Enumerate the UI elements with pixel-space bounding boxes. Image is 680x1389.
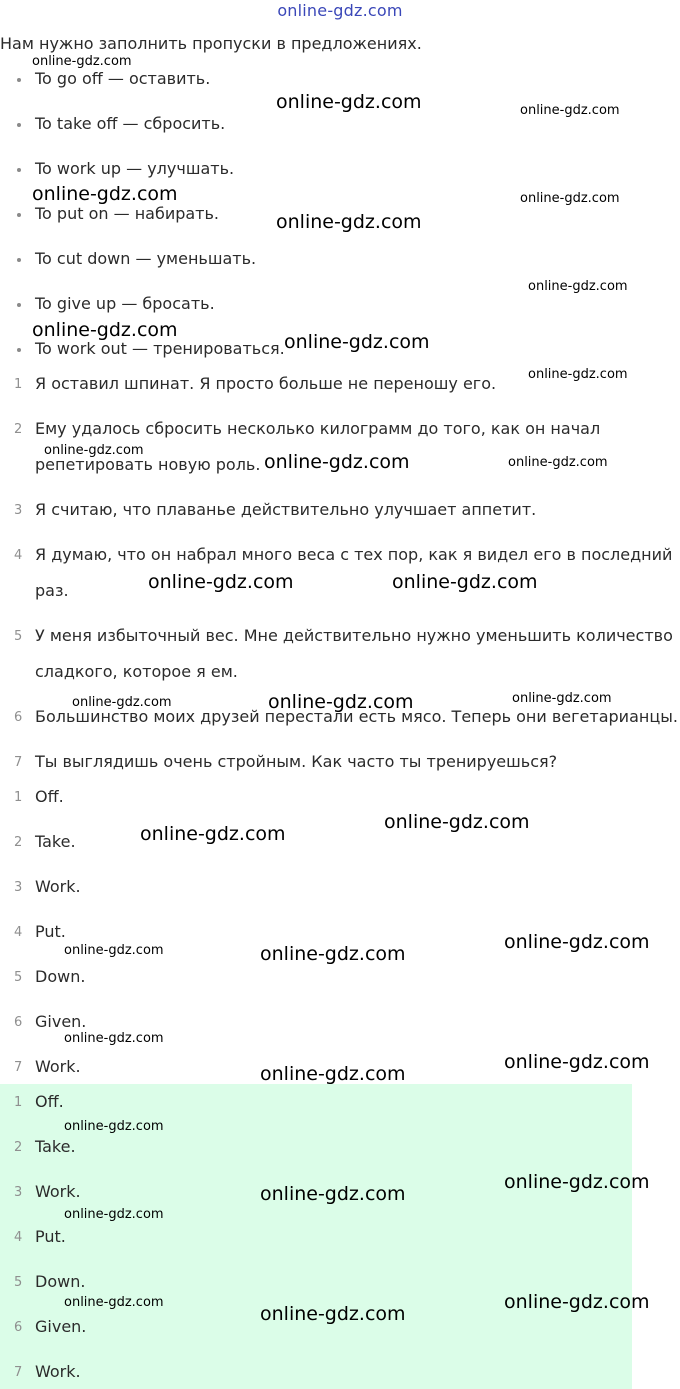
watermark: online-gdz.com	[508, 455, 608, 470]
watermark: online-gdz.com	[520, 103, 620, 118]
watermark: online-gdz.com	[260, 1183, 406, 1205]
watermark: online-gdz.com	[276, 211, 422, 233]
watermark: online-gdz.com	[260, 943, 406, 965]
watermark: online-gdz.com	[64, 1031, 164, 1046]
intro-text: Нам нужно заполнить пропуски в предложениях.	[0, 34, 422, 53]
watermark: online-gdz.com	[64, 1207, 164, 1222]
watermark: online-gdz.com	[276, 91, 422, 113]
watermark: online-gdz.com	[44, 443, 144, 458]
bullet-icon	[17, 123, 21, 127]
watermark: online-gdz.com	[32, 183, 178, 205]
watermark: online-gdz.com	[392, 571, 538, 593]
watermark: online-gdz.com	[504, 1051, 650, 1073]
bullet-icon	[17, 78, 21, 82]
watermark: online-gdz.com	[284, 331, 430, 353]
bullet-icon	[17, 213, 21, 217]
watermark: online-gdz.com	[520, 191, 620, 206]
watermark: online-gdz.com	[260, 1063, 406, 1085]
watermark: online-gdz.com	[384, 811, 530, 833]
watermark: online-gdz.com	[64, 943, 164, 958]
watermark: online-gdz.com	[264, 451, 410, 473]
watermark: online-gdz.com	[504, 1171, 650, 1193]
header-watermark: online-gdz.com	[277, 1, 403, 20]
watermark: online-gdz.com	[64, 1295, 164, 1310]
watermark: online-gdz.com	[504, 1291, 650, 1313]
watermark: online-gdz.com	[504, 931, 650, 953]
bullet-icon	[17, 258, 21, 262]
watermark: online-gdz.com	[64, 1119, 164, 1134]
bullet-icon	[17, 168, 21, 172]
watermark: online-gdz.com	[140, 823, 286, 845]
watermark: online-gdz.com	[268, 691, 414, 713]
bullet-icon	[17, 303, 21, 307]
bullet-icon	[17, 348, 21, 352]
watermark: online-gdz.com	[512, 691, 612, 706]
watermark: online-gdz.com	[528, 279, 628, 294]
watermark: online-gdz.com	[32, 319, 178, 341]
watermark: online-gdz.com	[260, 1303, 406, 1325]
watermark: online-gdz.com	[32, 54, 132, 69]
watermark: online-gdz.com	[72, 695, 172, 710]
watermark: online-gdz.com	[528, 367, 628, 382]
watermark: online-gdz.com	[148, 571, 294, 593]
